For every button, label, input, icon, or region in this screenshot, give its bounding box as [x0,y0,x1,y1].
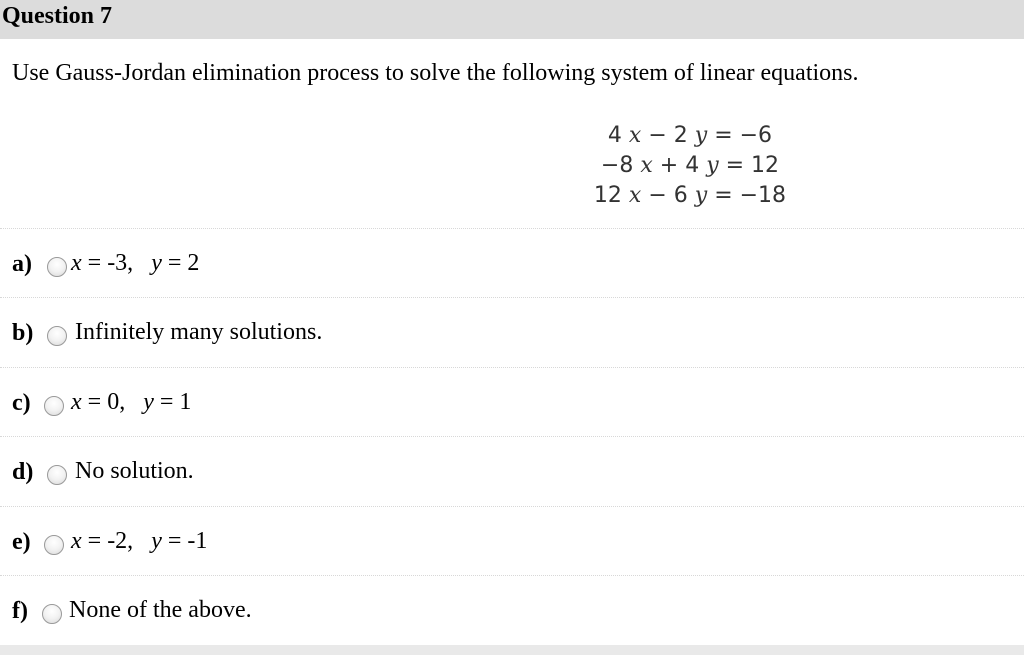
option-c [0,383,1024,423]
option-letter: c) [12,390,31,416]
equation-3: 12 x − 6 y = −18 [593,183,787,208]
option-e [0,522,1024,562]
option-letter: f) [12,598,28,624]
equation-1: 4 x − 2 y = −6 [607,123,773,148]
option-letter: e) [12,529,31,555]
equation-system [560,121,820,211]
option-d [0,452,1024,492]
option-f-radio[interactable] [42,604,62,624]
option-e-radio[interactable] [44,535,64,555]
footer-bar [0,645,1024,655]
option-f-text: None of the above. [69,597,252,623]
option-letter: a) [12,251,32,277]
question-title: Question 7 [2,3,113,29]
option-b-text: Infinitely many solutions. [75,319,323,345]
question-prompt: Use Gauss-Jordan elimination process to solve the following system of linear equations. [12,60,859,86]
option-f [0,591,1024,631]
divider [0,367,1024,368]
divider [0,228,1024,229]
option-c-radio[interactable] [44,396,64,416]
option-b [0,313,1024,353]
option-b-radio[interactable] [47,326,67,346]
option-c-text: x = 0, y = 1 [71,389,192,415]
equation-2: −8 x + 4 y = 12 [600,153,780,178]
option-a-radio[interactable] [47,257,67,277]
option-e-text: x = -2, y = -1 [71,528,208,554]
option-letter: d) [12,459,34,485]
option-a-text: x = -3, y = 2 [71,250,200,276]
divider [0,297,1024,298]
option-a [0,244,1024,284]
divider [0,506,1024,507]
divider [0,436,1024,437]
option-letter: b) [12,320,34,346]
question-header [0,0,1024,39]
divider [0,575,1024,576]
option-d-radio[interactable] [47,465,67,485]
option-d-text: No solution. [75,458,194,484]
